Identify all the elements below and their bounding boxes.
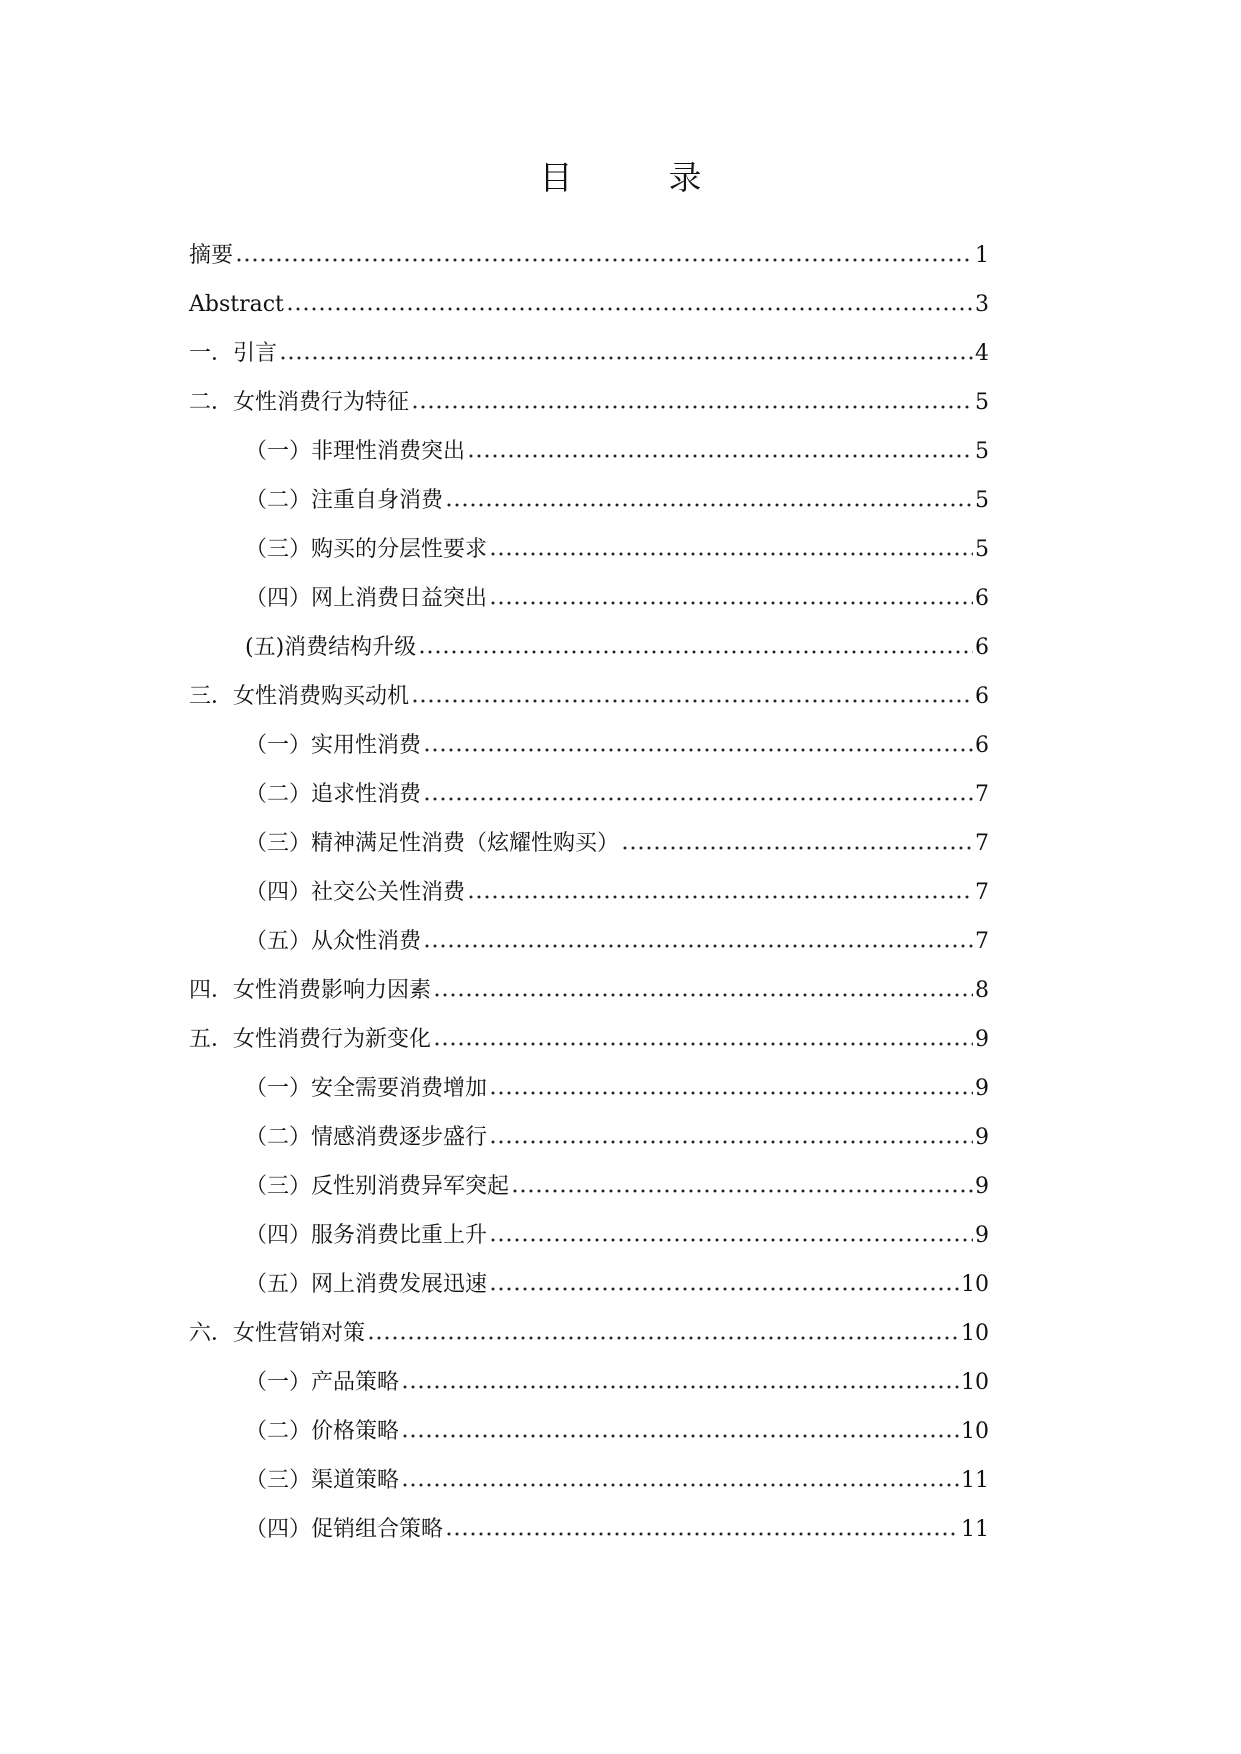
toc-entry[interactable] bbox=[189, 367, 989, 416]
toc-entry-title: （三）购买的分层性要求 bbox=[245, 537, 488, 562]
dot-leader bbox=[489, 601, 973, 605]
toc-entry-title: （二）情感消费逐步盛行 bbox=[245, 1125, 488, 1150]
toc-entry-title: 四．女性消费影响力因素 bbox=[189, 978, 432, 1003]
dot-leader bbox=[489, 1287, 959, 1291]
toc-entry-page-number: 10 bbox=[961, 1419, 989, 1444]
toc-entry-page-number: 8 bbox=[975, 978, 989, 1003]
dot-leader bbox=[286, 307, 973, 311]
toc-entry[interactable] bbox=[189, 416, 989, 465]
dot-leader bbox=[279, 356, 973, 360]
dot-leader bbox=[433, 1042, 973, 1046]
dot-leader bbox=[401, 1434, 959, 1438]
dot-leader bbox=[621, 846, 973, 850]
toc-entry[interactable] bbox=[189, 220, 989, 269]
toc-entry-title: (五)消费结构升级 bbox=[245, 635, 417, 660]
toc-entry-page-number: 1 bbox=[975, 243, 989, 268]
toc-entry-page-number: 10 bbox=[961, 1321, 989, 1346]
toc-entry-page-number: 9 bbox=[975, 1125, 989, 1150]
dot-leader bbox=[235, 258, 973, 262]
toc-entry-page-number: 7 bbox=[975, 929, 989, 954]
toc-entry-page-number: 7 bbox=[975, 782, 989, 807]
dot-leader bbox=[401, 1483, 959, 1487]
toc-entry-title: （五）从众性消费 bbox=[245, 929, 422, 954]
toc-entry-title: （四）社交公关性消费 bbox=[245, 880, 466, 905]
toc-entry[interactable] bbox=[189, 1053, 989, 1102]
toc-entry-page-number: 11 bbox=[961, 1468, 989, 1493]
toc-entry-title: （四）网上消费日益突出 bbox=[245, 586, 488, 611]
toc-entry-title: 五．女性消费行为新变化 bbox=[189, 1027, 432, 1052]
dot-leader bbox=[433, 993, 973, 997]
toc-entry[interactable] bbox=[189, 1102, 989, 1151]
toc-entry-page-number: 9 bbox=[975, 1027, 989, 1052]
dot-leader bbox=[418, 650, 973, 654]
toc-entry-page-number: 5 bbox=[975, 390, 989, 415]
toc-entry-page-number: 10 bbox=[961, 1272, 989, 1297]
toc-entry-title: （二）追求性消费 bbox=[245, 782, 422, 807]
toc-entry[interactable] bbox=[189, 612, 989, 661]
toc-entry-page-number: 5 bbox=[975, 537, 989, 562]
toc-entry[interactable] bbox=[189, 759, 989, 808]
toc-entry[interactable] bbox=[189, 1494, 989, 1543]
toc-entry[interactable] bbox=[189, 1396, 989, 1445]
toc-entry-page-number: 7 bbox=[975, 831, 989, 856]
toc-entry[interactable] bbox=[189, 1200, 989, 1249]
table-of-contents bbox=[189, 220, 989, 1543]
toc-entry[interactable] bbox=[189, 1347, 989, 1396]
toc-entry-page-number: 6 bbox=[975, 586, 989, 611]
toc-entry-title: （一）安全需要消费增加 bbox=[245, 1076, 488, 1101]
toc-entry-page-number: 11 bbox=[961, 1517, 989, 1542]
dot-leader bbox=[411, 405, 973, 409]
toc-entry-page-number: 7 bbox=[975, 880, 989, 905]
toc-entry-title: （三）渠道策略 bbox=[245, 1468, 400, 1493]
dot-leader bbox=[489, 1140, 973, 1144]
toc-entry-page-number: 4 bbox=[975, 341, 989, 366]
toc-entry[interactable] bbox=[189, 1151, 989, 1200]
toc-entry-page-number: 6 bbox=[975, 635, 989, 660]
toc-entry-title: （一）实用性消费 bbox=[245, 733, 422, 758]
toc-entry-title: 一．引言 bbox=[189, 341, 278, 366]
dot-leader bbox=[445, 503, 973, 507]
dot-leader bbox=[467, 895, 973, 899]
toc-entry-title: 摘要 bbox=[189, 243, 234, 268]
dot-leader bbox=[445, 1532, 959, 1536]
dot-leader bbox=[411, 699, 973, 703]
toc-entry-page-number: 5 bbox=[975, 439, 989, 464]
toc-entry-title: 六．女性营销对策 bbox=[189, 1321, 366, 1346]
toc-entry-title: （四）促销组合策略 bbox=[245, 1517, 444, 1542]
toc-entry[interactable] bbox=[189, 661, 989, 710]
toc-entry-title: （三）精神满足性消费（炫耀性购买） bbox=[245, 831, 620, 856]
toc-entry-page-number: 3 bbox=[975, 292, 989, 317]
toc-entry[interactable] bbox=[189, 514, 989, 563]
toc-entry-title: （四）服务消费比重上升 bbox=[245, 1223, 488, 1248]
toc-entry-title: （一）产品策略 bbox=[245, 1370, 400, 1395]
dot-leader bbox=[489, 1238, 973, 1242]
toc-entry-page-number: 9 bbox=[975, 1223, 989, 1248]
toc-entry[interactable] bbox=[189, 710, 989, 759]
toc-entry[interactable] bbox=[189, 1298, 989, 1347]
page-title: 目录 bbox=[539, 158, 798, 197]
toc-entry[interactable] bbox=[189, 269, 989, 318]
toc-entry-page-number: 6 bbox=[975, 733, 989, 758]
toc-entry-title: （二）价格策略 bbox=[245, 1419, 400, 1444]
dot-leader bbox=[489, 1091, 973, 1095]
dot-leader bbox=[423, 797, 973, 801]
toc-entry[interactable] bbox=[189, 563, 989, 612]
dot-leader bbox=[467, 454, 973, 458]
toc-entry[interactable] bbox=[189, 318, 989, 367]
toc-entry-page-number: 9 bbox=[975, 1076, 989, 1101]
dot-leader bbox=[489, 552, 973, 556]
toc-entry[interactable] bbox=[189, 1249, 989, 1298]
dot-leader bbox=[511, 1189, 973, 1193]
toc-entry[interactable] bbox=[189, 1445, 989, 1494]
dot-leader bbox=[423, 748, 973, 752]
dot-leader bbox=[401, 1385, 959, 1389]
toc-entry-title: （三）反性别消费异军突起 bbox=[245, 1174, 510, 1199]
toc-entry-title: Abstract bbox=[189, 292, 284, 317]
toc-entry[interactable] bbox=[189, 808, 989, 857]
toc-entry[interactable] bbox=[189, 857, 989, 906]
toc-entry-title: 二．女性消费行为特征 bbox=[189, 390, 410, 415]
toc-entry-title: 三．女性消费购买动机 bbox=[189, 684, 410, 709]
toc-entry-title: （二）注重自身消费 bbox=[245, 488, 444, 513]
dot-leader bbox=[367, 1336, 959, 1340]
toc-entry-page-number: 5 bbox=[975, 488, 989, 513]
dot-leader bbox=[423, 944, 973, 948]
toc-entry-page-number: 9 bbox=[975, 1174, 989, 1199]
toc-entry-title: （五）网上消费发展迅速 bbox=[245, 1272, 488, 1297]
toc-entry-page-number: 10 bbox=[961, 1370, 989, 1395]
toc-entry[interactable] bbox=[189, 465, 989, 514]
toc-entry[interactable] bbox=[189, 906, 989, 955]
toc-entry-title: （一）非理性消费突出 bbox=[245, 439, 466, 464]
toc-entry-page-number: 6 bbox=[975, 684, 989, 709]
toc-entry[interactable] bbox=[189, 1004, 989, 1053]
toc-entry[interactable] bbox=[189, 955, 989, 1004]
